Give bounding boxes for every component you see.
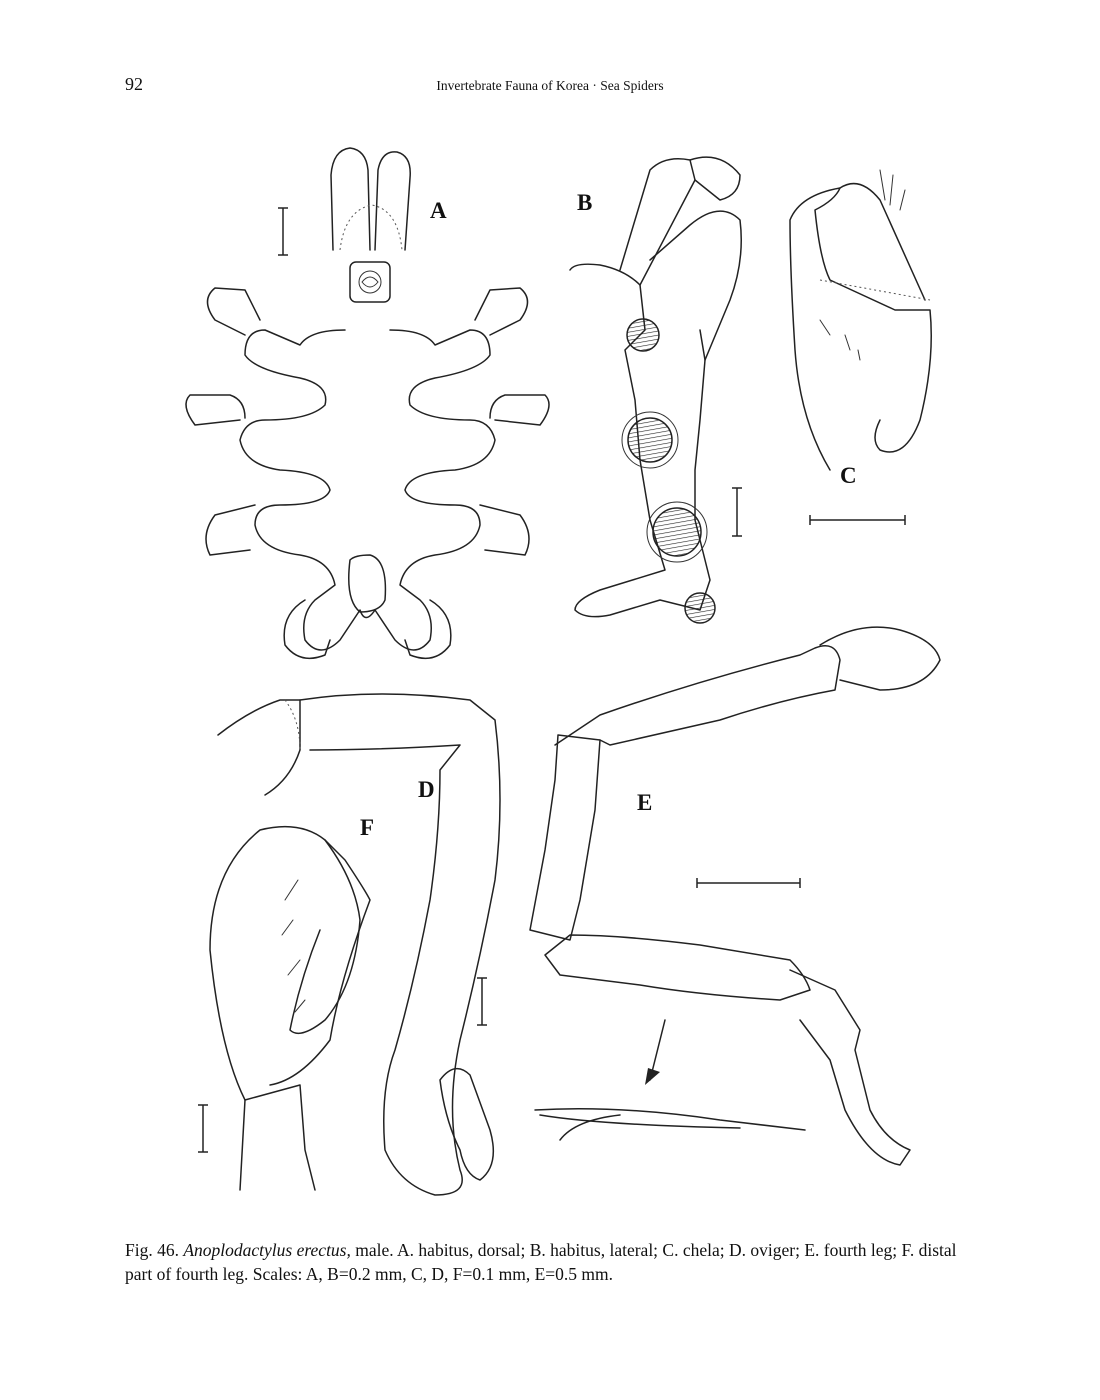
running-header: Invertebrate Fauna of Korea · Sea Spiders [436,78,664,93]
panel-label-a: A [430,198,447,223]
panel-label-e: E [637,790,653,815]
panel-label-d: D [418,777,435,802]
panel-f-drawing [198,827,370,1190]
panel-b-drawing [570,157,742,623]
panel-a-drawing [186,148,549,658]
caption-text: male. A. habitus, dorsal; B. habitus, lateral; C. chela; D. oviger; E. fourth leg; F. distal part of fourth leg. Scales: A, B=0.2 mm, C, D, F=0.1 mm, E=0.5 mm. [125,1240,957,1284]
page-number: 92 [125,74,143,94]
panel-label-f: F [360,815,375,840]
panel-label-b: B [577,190,593,215]
panel-d-drawing [218,694,500,1195]
caption-species: Anoplodactylus erectus, [183,1240,351,1260]
panel-c-drawing [790,170,931,525]
panel-label-c: C [840,463,857,488]
caption-fig-number: Fig. 46. [125,1240,179,1260]
figure-caption [125,1238,985,1286]
panel-e-drawing [530,627,940,1165]
